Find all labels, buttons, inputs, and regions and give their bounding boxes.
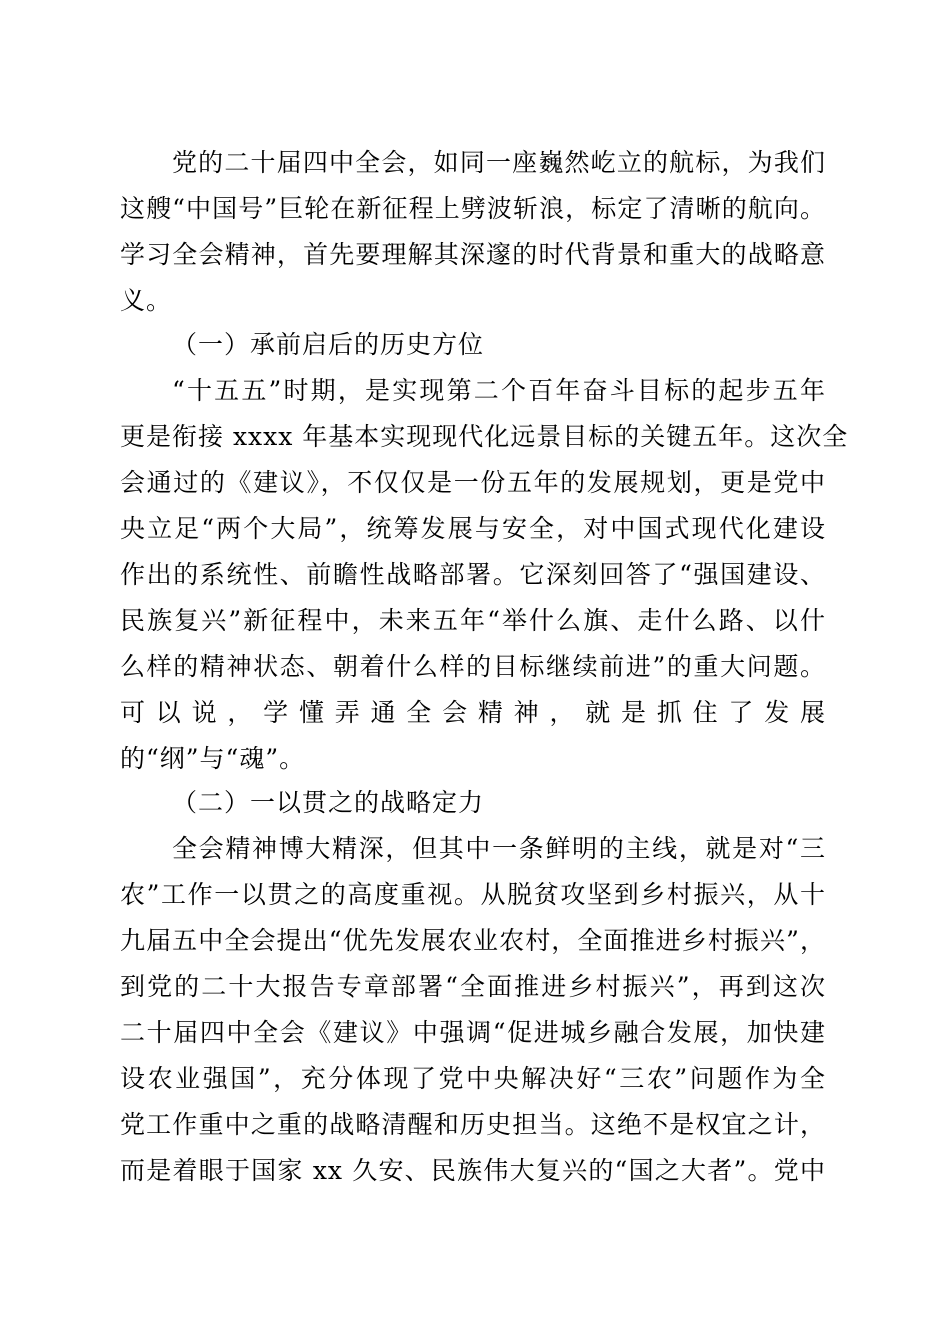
paragraph-line: 九届五中全会提出“优先发展农业农村，全面推进乡村振兴”，	[120, 926, 826, 955]
paragraph-line: 设农业强国”，充分体现了党中央解决好“三农”问题作为全	[120, 1064, 826, 1093]
paragraph-line: 民族复兴”新征程中，未来五年“举什么旗、走什么路、以什	[120, 606, 826, 635]
section-heading-1: （一）承前启后的历史方位	[172, 330, 485, 359]
paragraph-line: 义。	[120, 286, 173, 315]
paragraph-line: 可以说，学懂弄通全会精神，就是抓住了发展	[120, 698, 826, 727]
paragraph-line: 党的二十届四中全会，如同一座巍然屹立的航标，为我们	[172, 148, 826, 177]
paragraph-line: “十五五”时期，是实现第二个百年奋斗目标的起步五年	[172, 376, 826, 405]
paragraph-line: 会通过的《建议》，不仅仅是一份五年的发展规划，更是党中	[120, 468, 826, 497]
paragraph-line: 学习全会精神，首先要理解其深邃的时代背景和重大的战略意	[120, 240, 826, 269]
paragraph-line: 到党的二十大报告专章部署“全面推进乡村振兴”，再到这次	[120, 972, 826, 1001]
paragraph-line: 全会精神博大精深，但其中一条鲜明的主线，就是对“三	[172, 834, 826, 863]
paragraph-line: 农”工作一以贯之的高度重视。从脱贫攻坚到乡村振兴，从十	[120, 880, 826, 909]
section-heading-2: （二）一以贯之的战略定力	[172, 788, 485, 817]
paragraph-line: 而是着眼于国家 xx 久安、民族伟大复兴的“国之大者”。党中	[120, 1156, 826, 1185]
paragraph-line: 作出的系统性、前瞻性战略部署。它深刻回答了“强国建设、	[120, 560, 826, 589]
paragraph-line: 么样的精神状态、朝着什么样的目标继续前进”的重大问题。	[120, 652, 826, 681]
paragraph-line: 党工作重中之重的战略清醒和历史担当。这绝不是权宜之计，	[120, 1110, 826, 1139]
paragraph-line: 更是衔接 xxxx 年基本实现现代化远景目标的关键五年。这次全	[120, 422, 849, 451]
paragraph-line: 二十届四中全会《建议》中强调“促进城乡融合发展，加快建	[120, 1018, 826, 1047]
paragraph-line: 这艘“中国号”巨轮在新征程上劈波斩浪，标定了清晰的航向。	[120, 194, 826, 223]
paragraph-line: 央立足“两个大局”，统筹发展与安全，对中国式现代化建设	[120, 514, 826, 543]
paragraph-line: 的“纲”与“魂”。	[120, 744, 306, 773]
